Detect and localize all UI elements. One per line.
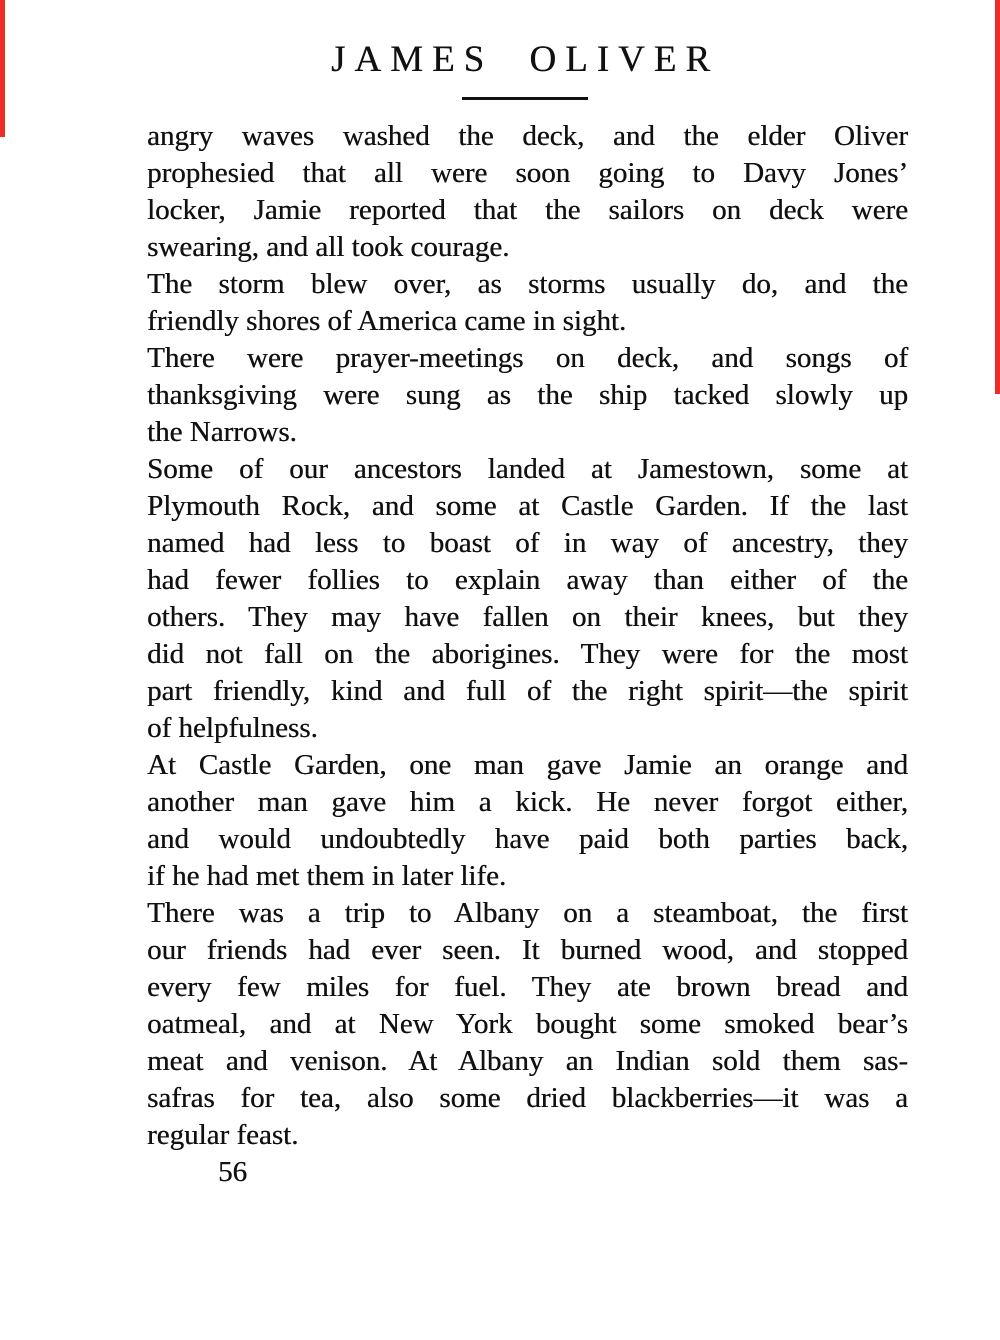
text-line: meat and venison. At Albany an Indian sold them sas-	[147, 1045, 908, 1077]
text-line: regular feast.	[147, 1119, 299, 1151]
text-line: of helpfulness.	[147, 712, 318, 744]
text-line: if he had met them in later life.	[147, 860, 507, 892]
text-line: There was a trip to Albany on a steamboat, the first	[147, 897, 908, 929]
text-line: There were prayer-meetings on deck, and songs of	[147, 342, 908, 374]
text-line: had fewer follies to explain away than either of the	[147, 564, 908, 596]
text-line: every few miles for fuel. They ate brown bread and	[147, 971, 908, 1003]
title-divider-rule	[462, 97, 588, 100]
page-number: 56	[218, 1156, 247, 1188]
text-line: swearing, and all took courage.	[147, 231, 510, 263]
text-line: The storm blew over, as storms usually do, and the	[147, 268, 908, 300]
text-line: prophesied that all were soon going to Davy Jones’	[147, 157, 908, 189]
text-line: At Castle Garden, one man gave Jamie an orange and	[147, 749, 908, 781]
text-line: locker, Jamie reported that the sailors on deck were	[147, 194, 908, 226]
text-line: the Narrows.	[147, 416, 297, 448]
text-line: our friends had ever seen. It burned wood, and stopped	[147, 934, 908, 966]
text-line: did not fall on the aborigines. They were for the most	[147, 638, 908, 670]
text-line: named had less to boast of in way of ancestry, they	[147, 527, 908, 559]
page-header	[25, 41, 1000, 100]
text-line: part friendly, kind and full of the right spirit—the spirit	[147, 675, 908, 707]
text-line: friendly shores of America came in sight.	[147, 305, 627, 337]
text-line: Plymouth Rock, and some at Castle Garden. If the last	[147, 490, 908, 522]
page-title: JAMES OLIVER	[330, 39, 720, 80]
text-line: and would undoubtedly have paid both parties back,	[147, 823, 908, 855]
text-line: safras for tea, also some dried blackberries—it was a	[147, 1082, 908, 1114]
text-line: Some of our ancestors landed at Jamestown, some at	[147, 453, 908, 485]
text-line: others. They may have fallen on their knees, but they	[147, 601, 908, 633]
text-line: oatmeal, and at New York bought some smoked bear’s	[147, 1008, 908, 1040]
text-line: thanksgiving were sung as the ship tacked slowly up	[147, 379, 908, 411]
text-line: another man gave him a kick. He never forgot either,	[147, 786, 908, 818]
body-text	[147, 118, 908, 1154]
text-line: angry waves washed the deck, and the elder Oliver	[147, 120, 908, 152]
scan-edge-mark-left	[0, 0, 5, 137]
